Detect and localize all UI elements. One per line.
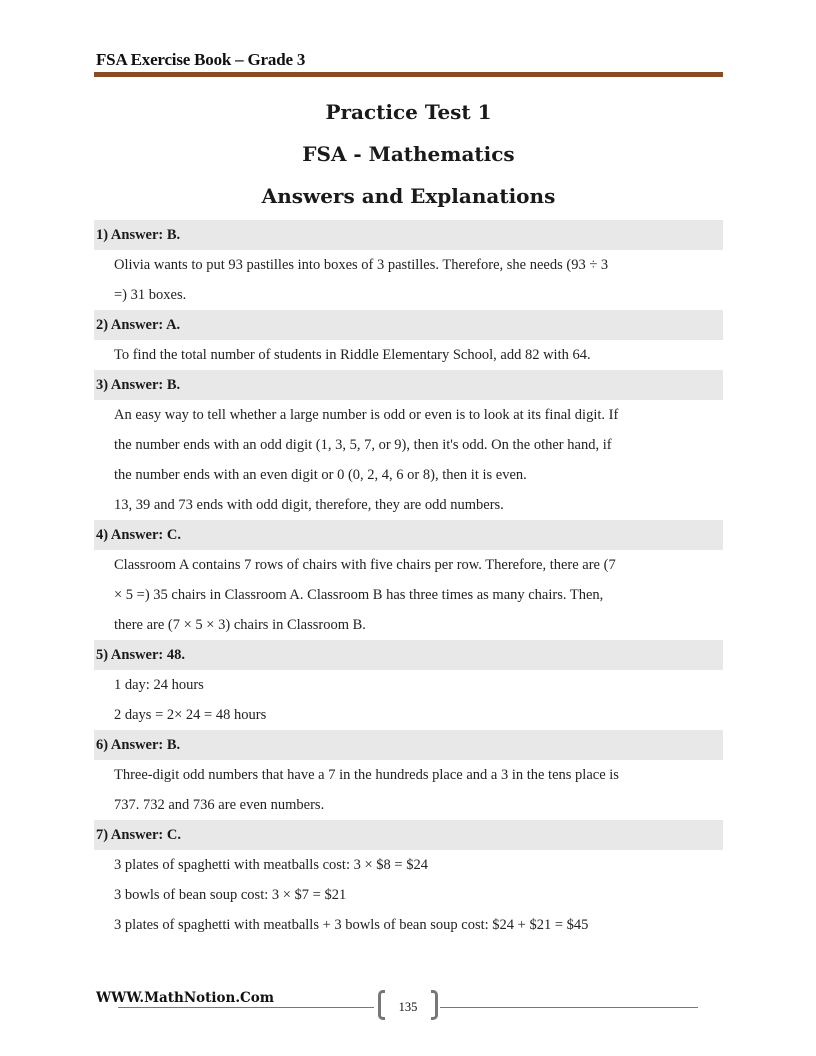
explanation-line: Classroom A contains 7 rows of chairs with five chairs per row. Therefore, there are (7	[114, 557, 616, 573]
answer-block	[94, 310, 723, 370]
answer-block	[94, 520, 723, 640]
page-titles	[94, 96, 723, 222]
footer-rule-left	[118, 1007, 374, 1008]
answers-title: Answers and Explanations	[261, 184, 556, 208]
explanation-line: 13, 39 and 73 ends with odd digit, therefore, they are odd numbers.	[114, 497, 504, 513]
page-number: 135	[398, 1000, 418, 1014]
page-number-box	[378, 990, 438, 1024]
explanation-line: 3 plates of spaghetti with meatballs + 3 bowls of bean soup cost: $24 + $21 = $45	[114, 917, 589, 933]
book-header-title: FSA Exercise Book – Grade 3	[96, 50, 306, 69]
answer-block	[94, 820, 723, 940]
answers-list	[94, 220, 723, 940]
answer-heading: 1) Answer: B.	[94, 220, 723, 250]
explanation-line: the number ends with an odd digit (1, 3, 5, 7, or 9), then it's odd. On the other hand, if	[114, 437, 612, 453]
explanation-line: An easy way to tell whether a large number is odd or even is to look at its final digit. If	[114, 407, 619, 423]
practice-test-title: Practice Test 1	[325, 100, 492, 124]
header-rule	[94, 72, 723, 77]
explanation-line: there are (7 × 5 × 3) chairs in Classroom B.	[114, 617, 366, 633]
footer-rule-right	[440, 1007, 698, 1008]
explanation-line: × 5 =) 35 chairs in Classroom A. Classroom B has three times as many chairs. Then,	[114, 587, 604, 603]
answer-heading: 6) Answer: B.	[94, 730, 723, 760]
explanation-line: 3 plates of spaghetti with meatballs cost: 3 × $8 = $24	[114, 857, 428, 873]
answer-heading: 7) Answer: C.	[94, 820, 723, 850]
right-brace-icon	[431, 990, 438, 1020]
footer-url[interactable]: WWW.MathNotion.Com	[96, 990, 275, 1006]
subject-title: FSA - Mathematics	[302, 142, 515, 166]
answer-block	[94, 730, 723, 820]
answer-block	[94, 640, 723, 730]
explanation-line: =) 31 boxes.	[114, 287, 187, 303]
answer-heading: 2) Answer: A.	[94, 310, 723, 340]
explanation-line: 737. 732 and 736 are even numbers.	[114, 797, 325, 813]
answer-heading: 5) Answer: 48.	[94, 640, 723, 670]
answer-block	[94, 220, 723, 310]
explanation-line: 2 days = 2× 24 = 48 hours	[114, 707, 267, 723]
explanation-line: the number ends with an even digit or 0 (0, 2, 4, 6 or 8), then it is even.	[114, 467, 527, 483]
answer-heading: 3) Answer: B.	[94, 370, 723, 400]
explanation-line: To find the total number of students in Riddle Elementary School, add 82 with 64.	[114, 347, 591, 363]
explanation-line: 1 day: 24 hours	[114, 677, 204, 693]
answer-heading: 4) Answer: C.	[94, 520, 723, 550]
answer-block	[94, 370, 723, 520]
explanation-line: Three-digit odd numbers that have a 7 in the hundreds place and a 3 in the tens place is	[114, 767, 619, 783]
explanation-line: Olivia wants to put 93 pastilles into boxes of 3 pastilles. Therefore, she needs (93 ÷ 3	[114, 257, 609, 273]
explanation-line: 3 bowls of bean soup cost: 3 × $7 = $21	[114, 887, 347, 903]
left-brace-icon	[378, 990, 385, 1020]
